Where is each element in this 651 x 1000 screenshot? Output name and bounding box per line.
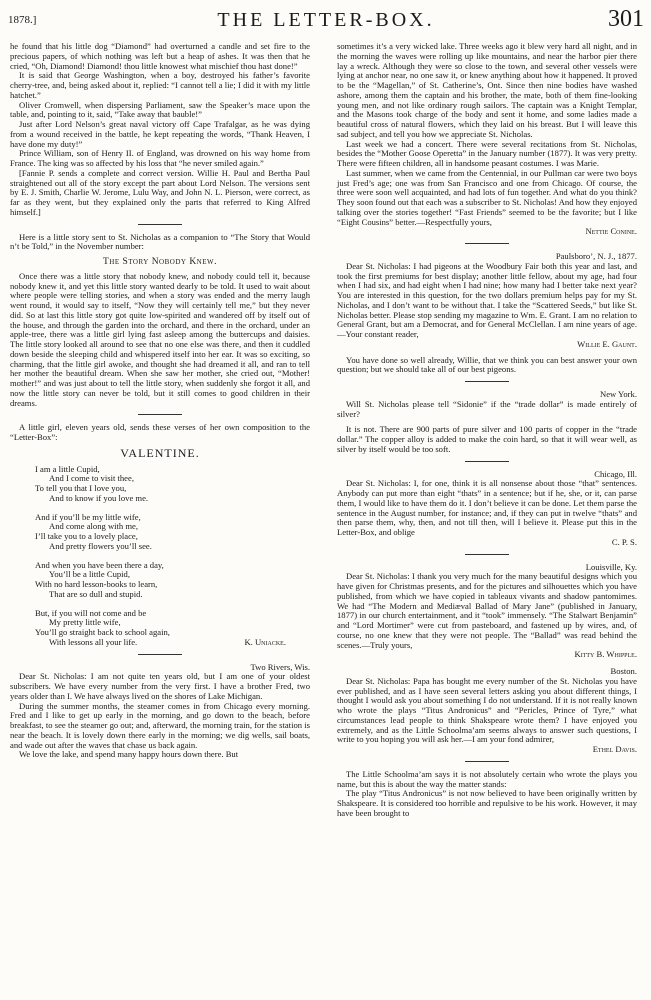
paragraph: Just after Lord Nelson’s great naval victory off Cape Trafalgar, as he was dying from a wound received in the battle, he kept repeating the words, “Thank Heaven, I have done my duty!”: [10, 119, 310, 149]
letter-place: Chicago, Ill.: [594, 468, 637, 479]
letter-text: Last week we had a concert. There were several recitations from St. Nicholas, besides the “Mother Goose Operetta” in the January number (1877). It was very pretty. There were fifteen children, all in handsome peasant costumes. I was Marie.: [337, 138, 637, 168]
letter-text: Will St. Nicholas please tell “Sidonie” if the “trade dollar” is made entirely of silver?: [337, 398, 637, 419]
section-title: THE LETTER-BOX.: [217, 9, 435, 31]
issue-date: 1878.]: [8, 14, 37, 26]
letter-place: Paulsboro’, N. J., 1877.: [555, 251, 637, 261]
story-intro: Here is a little story sent to St. Nicholas as a companion to “The Story that Would n’t be Told,” in the November number:: [10, 231, 310, 252]
poem-line: And come along with me,: [49, 521, 139, 532]
divider: [138, 654, 182, 655]
letter-signature: Kitty B. Whipple.: [574, 649, 637, 660]
divider: [138, 224, 182, 225]
letter-text: Last summer, when we came from the Centennial, in our Pullman car were two boys just Fred’s age; one was from San Francisco and one from Chicago. Of course, the three were soon well acquainted, and had lots of fun together. And what do you think? They soon found out that each was a subscriber to St. Nicholas! And how they enjoyed talking over the stories together! “Fast Friends” seemed to be the favorite; but I like “Eight Cousins” better.—Respectfully yours,: [337, 167, 637, 227]
poem-line: That are so dull and stupid.: [49, 588, 143, 599]
letter-place: Louisville, Ky.: [585, 561, 637, 572]
poem-line: You’ll be a little Cupid,: [49, 569, 131, 580]
page-number: 301: [608, 6, 644, 32]
editor-answer: The Little Schoolma’am says it is not absolutely certain who wrote the plays you name, but this is about the way the matter stands:: [337, 768, 637, 789]
right-column: [337, 42, 637, 819]
letter-signature: Willie E. Gaunt.: [577, 338, 637, 349]
poem-line: And when you have been there a day,: [35, 559, 164, 570]
divider: [465, 461, 509, 462]
divider: [465, 554, 509, 555]
poem: [35, 465, 310, 648]
poem-line: But, if you will not come and be: [35, 607, 147, 618]
letter-place: New York.: [599, 389, 637, 399]
story-text: Once there was a little story that nobody knew, and nobody could tell it, because nobody knew it, and yet this little story wanted dearly to be told. It used to wait about where people were telling stories, and when a story was ended and the merry laugh went round, it would say to itself, “Now they will certainly tell me,” but they never did. So at last this little story got quite low-spirited and wandered off by itself out of the house, and through the garden into the orchard, and there in the orchard, under an apple-tree, there was a little girl lying fast asleep among the buttercups and daisies. The little story looked all around to see that no one else was there, and then it cuddled down beside the sleeping child and whispered itself into her ear. It was so exciting, so charming, that the little girl awoke, and thought she had dreamed it all, and ran to tell her mother the beautiful dream. When she saw her mother, she cried out, “Mother! mother!” and was just about to tell the little story, when suddenly she forgot it all, and now the little story can never be told, but it still comes to good children in their dreams.: [10, 270, 310, 408]
letter-text: Dear St. Nicholas: I, for one, think it is all nonsense about those “that” sentences. Anybody can put more than eight “thats” in a sentence; but if he, she, or it, can parse them, I would like to have them do it. I don’t believe it can be done. Let them parse the sentence in the August number, for instance; and, if they can put in twelve “thats” and then parse them, why, then, and not till then, will I believe it. Please put this in the Letter-Box, and oblige: [337, 478, 637, 537]
letter-signature: Ethel Davis.: [592, 744, 637, 754]
letter-text: Dear St. Nicholas: Papa has bought me every number of the St. Nicholas you have ever published, and as I have seen several letters asking you about different things, I thought I would ask you about something I do not understand. If it is not really known who wrote the plays “Titus Andronicus” and “Pericles, Prince of Tyre,” what circumstances lead people to think Shakspeare wrote them? I have enjoyed you extremely, and as the Little Schoolma’am seems always to answer such questions, I write to you hoping you will ask her.—I am your fond admirer,: [337, 675, 637, 745]
poem-line: And I come to visit thee,: [49, 473, 134, 484]
story-title: The Story Nobody Knew.: [102, 257, 217, 267]
poem-line: And pretty flowers you’ll see.: [49, 540, 152, 551]
letter-text: sometimes it’s a very wicked lake. Three weeks ago it blew very hard all night, and in the morning the waves were rolling up like mountains, and near the harbor pier there lay a wreck. Although they were so close to the town, and several other vessels were lying at anchor near, no one saw it, or knew anything about how it happened. It proved to be the “Magellan,” of St. Catherine’s, Ont. Since then nine bodies have washed ashore, among them the captain and his brother, the mate, both of them fine-looking young men, and not like ordinary rough sailors. The captain was a Knight Templar, and the Masons took charge of the body and sent it home, and some ladies made a beautiful cross of natural flowers, which they laid on his breast. But I will leave this sad subject, and tell you how we appreciate St. Nicholas.: [337, 41, 637, 139]
poem-line: I am a little Cupid,: [35, 463, 100, 474]
letter-text: We love the lake, and spend many happy hours down there. But: [19, 749, 239, 760]
letter-text: During the summer months, the steamer comes in from Chicago every morning. Fred and I like to get up early in the morning, and go down to the beach, before breakfast, to see the steamer go out; and, afterward, the morning train, for the station is near the beach. It is lovely down there early in the morning; we dig wells, sail boats, and wade out after the waves that chase us back again.: [10, 700, 310, 750]
poem-stanza: [35, 609, 310, 648]
letter-signature: C. P. S.: [611, 536, 637, 547]
poem-line: And to know if you love me.: [49, 492, 149, 503]
poem-line: With lessons all your life.: [49, 636, 138, 647]
letter-text: Dear St. Nicholas: I thank you very much for the many beautiful designs which you have given for Christmas presents, and for the pictures and silhouettes which you have published, from which we have copied in tableaux vivants and shadow pantomimes. We had “The Modern and Mediæval Ballad of Mary Jane” (published in January, 1877) in our church entertainment, and it “took” immensely. “The Stalwart Benjamin” and “Lord Mortimer” were cut from pasteboard, and fastened up by wires, and, of course, no one knew that they were not people. The “Ballad” was read behind the scenes.—Truly yours,: [337, 571, 637, 650]
poem-last-line: [35, 638, 310, 648]
letter-place: Two Rivers, Wis.: [250, 661, 310, 672]
letter-text: Dear St. Nicholas: I am not quite ten years old, but I am one of your oldest subscribers. We have every number from the very first. I have a brother Fred, two years older than I. We have always lived on the shores of Lake Michigan.: [10, 671, 310, 701]
letter-signature: Nettie Conine.: [585, 226, 637, 237]
editor-answer: It is not. There are 900 parts of pure silver and 100 parts of copper in the “trade dollar.” The copper alloy is added to make the coin hard, so that it will wear well, as silver by itself would be too soft.: [337, 424, 637, 454]
poem-stanza: [35, 513, 310, 552]
page-header: [8, 4, 644, 38]
editor-note: [Fannie P. sends a complete and correct version. Willie H. Paul and Bertha Paul straightened out all of the story except the part about Lord Nelson. The versions sent by E. J. Smith, Charlie W. Jerome, Lulu Way, and John N. L. Pierson, were correct, as far as they went, but they explained only the parts that referred to King Alfred himself.]: [10, 167, 310, 217]
poem-line: You’ll go straight back to school again,: [35, 627, 170, 637]
poem-line: And if you’ll be my little wife,: [35, 511, 141, 522]
editor-answer: You have done so well already, Willie, that we think you can best answer your own question; but we should take all of our best pigeons.: [337, 354, 637, 375]
divider: [465, 243, 509, 244]
paragraph: he found that his little dog “Diamond” had overturned a candle and set fire to the precious papers, of which nothing was left but a heap of ashes. It was then that he cried, “Oh, Diamond! Diamond! thou little knowest what mischief thou hast done!”: [10, 41, 310, 71]
paragraph: Oliver Cromwell, when dispersing Parliament, saw the Speaker’s mace upon the table, and, pointing to it, said, “Take away that bauble!”: [10, 99, 310, 120]
poem-line: My pretty little wife,: [49, 617, 121, 628]
divider: [465, 381, 509, 382]
poem-line: To tell you that I love you,: [35, 483, 127, 493]
poem-stanza: [35, 465, 310, 504]
poem-line: With no hard lesson-books to learn,: [35, 579, 158, 589]
poem-signature: K. Uniacke.: [244, 636, 286, 647]
divider: [465, 761, 509, 762]
valentine-intro: A little girl, eleven years old, sends these verses of her own composition to the “Letter-Box”:: [10, 422, 310, 442]
editor-answer: The play “Titus Andronicus” is not now believed to have been originally written by Shakspeare. It is considered too horrible and repulsive to be his work. However, it may have been brought to: [337, 788, 637, 818]
divider: [138, 414, 182, 415]
letter-text: Dear St. Nicholas: I had pigeons at the Woodbury Fair both this year and last, and took the first premiums for best display; another little fellow, about my age, had four when I had six, and had eight when I had nine; how many had I better take next year? You are interested in this question, for the two dollars premium helps pay for my St. Nicholas, and I don’t want to be without that. I take the “Scattered Seeds,” but like St. Nicholas better. Please stop sending my magazine to Wm. E. Grant. I am no relation to General Grant, but am a Democrat, and for General McClellan. I am nine years of age.—Your constant reader,: [337, 260, 637, 339]
left-column: [10, 42, 310, 760]
letter-place: Boston.: [610, 666, 637, 676]
poem-line: I’ll take you to a lovely place,: [35, 531, 138, 541]
paragraph: Prince William, son of Henry II. of England, was drowned on his way home from France. The king was so affected by his loss that “he never smiled again.”: [10, 148, 310, 168]
paragraph: It is said that George Washington, when a boy, destroyed his father’s favorite cherry-tree, and, being asked about it, replied: “I cannot tell a lie; I did it with my little hatchet.”: [10, 70, 310, 100]
poem-stanza: [35, 561, 310, 600]
poem-title: VALENTINE.: [120, 445, 200, 460]
